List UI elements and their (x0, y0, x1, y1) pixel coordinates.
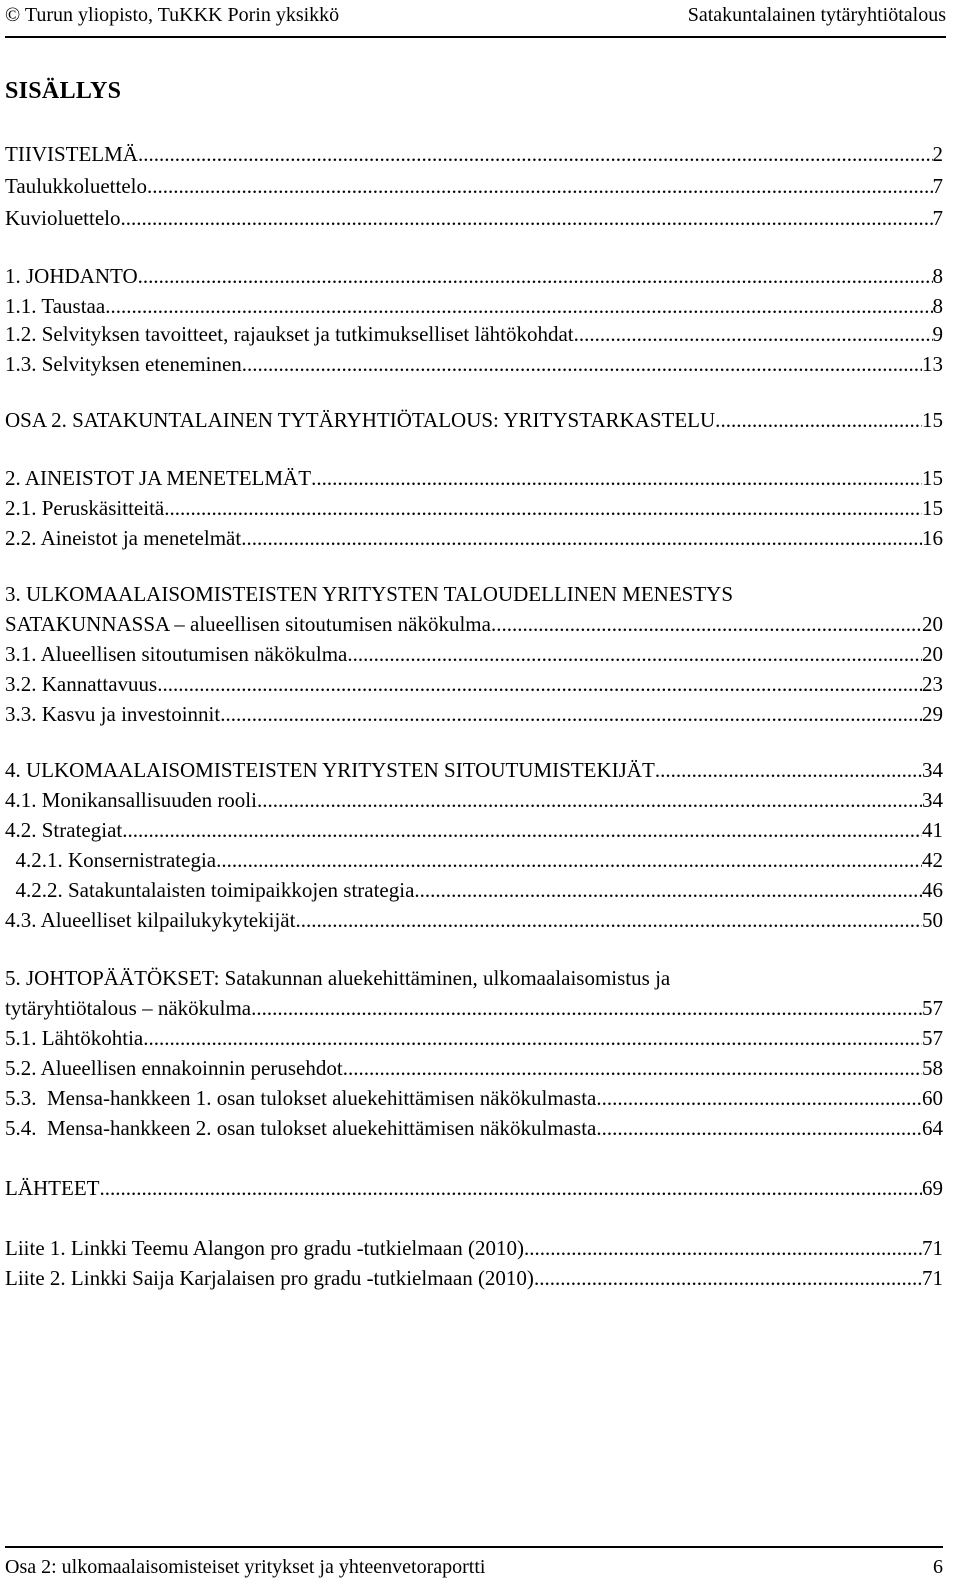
toc-entry-label: 2.1. Peruskäsitteitä (5, 496, 165, 520)
toc-entry[interactable] (5, 816, 943, 844)
toc-entry-page: 20 (922, 612, 943, 636)
toc-entry[interactable] (5, 1054, 943, 1082)
header-institution: © Turun yliopisto, TuKKK Porin yksikkö (5, 4, 340, 26)
header-report-title: Satakuntalainen tytäryhtiötalous (687, 4, 946, 26)
toc-entry-label: 5.4. Mensa-hankkeen 2. osan tulokset aluekehittämisen näkökulmasta (5, 1116, 597, 1140)
toc-entry[interactable] (5, 700, 943, 728)
toc-entry-page: 57 (922, 1026, 943, 1050)
toc-entry[interactable] (5, 756, 943, 784)
toc-entry-label: 1. JOHDANTO (5, 264, 138, 288)
toc-entry-label[interactable]: 5. JOHTOPÄÄTÖKSET: Satakunnan aluekehittäminen, ulkomaalaisomistus ja (5, 966, 671, 990)
toc-entry-page: 58 (922, 1056, 943, 1080)
toc-entry[interactable] (5, 786, 943, 814)
page-number: 6 (933, 1556, 943, 1578)
footer-section-title: Osa 2: ulkomaalaisomisteiset yritykset ja yhteenvetoraportti (5, 1556, 486, 1578)
toc-entry-page: 29 (922, 702, 943, 726)
toc-entry-page: 13 (922, 352, 943, 376)
toc-entry[interactable] (5, 406, 943, 434)
toc-entry-page: 2 (932, 142, 943, 166)
toc-entry-label: Kuvioluettelo (5, 206, 121, 230)
toc-entry[interactable] (5, 262, 943, 290)
page-title: SISÄLLYS (5, 78, 122, 104)
toc-entry-page: 7 (932, 174, 943, 198)
toc-entry-page: 71 (922, 1236, 943, 1260)
toc-entry[interactable] (5, 994, 943, 1022)
toc-entry[interactable] (5, 1024, 943, 1052)
toc-entry-label: 4.1. Monikansallisuuden rooli (5, 788, 257, 812)
toc-entry-page: 41 (922, 818, 943, 842)
toc-entry-label: 4. ULKOMAALAISOMISTEISTEN YRITYSTEN SITOUTUMISTEKIJÄT (5, 758, 655, 782)
toc-entry[interactable] (5, 1174, 943, 1202)
toc-entry[interactable] (5, 524, 943, 552)
toc-entry[interactable] (5, 846, 943, 874)
page-footer (5, 1546, 943, 1582)
toc-entry-label: 3.2. Kannattavuus (5, 672, 158, 696)
toc-entry-page: 7 (932, 206, 943, 230)
toc-entry-page: 69 (922, 1176, 943, 1200)
toc-entry-page: 9 (932, 322, 943, 346)
toc-entry-page: 20 (922, 642, 943, 666)
toc-entry-label: 2.2. Aineistot ja menetelmät (5, 526, 242, 550)
toc-entry[interactable] (5, 1114, 943, 1142)
toc-entry-page: 15 (922, 466, 943, 490)
toc-entry-label: 4.2.2. Satakuntalaisten toimipaikkojen strategia (5, 878, 415, 902)
toc-entry[interactable] (5, 906, 943, 934)
toc-entry-label: Liite 2. Linkki Saija Karjalaisen pro gradu -tutkielmaan (2010) (5, 1266, 534, 1290)
toc-entry-page: 34 (922, 758, 943, 782)
toc-entry-label: SATAKUNNASSA – alueellisen sitoutumisen näkökulma (5, 612, 491, 636)
toc-entry[interactable] (5, 320, 943, 348)
toc-entry-page: 60 (922, 1086, 943, 1110)
toc-entry-label: 5.2. Alueellisen ennakoinnin perusehdot (5, 1056, 343, 1080)
toc-entry[interactable] (5, 172, 943, 200)
toc-entry-page: 71 (922, 1266, 943, 1290)
toc-entry[interactable] (5, 640, 943, 668)
toc-entry-label: 3.3. Kasvu ja investoinnit (5, 702, 221, 726)
toc-entry-page: 57 (922, 996, 943, 1020)
toc-entry-page: 16 (922, 526, 943, 550)
toc-entry[interactable] (5, 204, 943, 232)
toc-entry-page: 34 (922, 788, 943, 812)
toc-entry[interactable] (5, 610, 943, 638)
toc-entry-label: 2. AINEISTOT JA MENETELMÄT (5, 466, 312, 490)
toc-entry-label: TIIVISTELMÄ (5, 142, 138, 166)
toc-entry-label: Liite 1. Linkki Teemu Alangon pro gradu -tutkielmaan (2010) (5, 1236, 524, 1260)
toc-entry-label: 4.2.1. Konsernistrategia (5, 848, 217, 872)
toc-entry[interactable] (5, 1234, 943, 1262)
toc-entry-page: 8 (932, 264, 943, 288)
toc-entry-label: 1.3. Selvityksen eteneminen (5, 352, 242, 376)
toc-entry-page: 23 (922, 672, 943, 696)
toc-entry[interactable] (5, 670, 943, 698)
toc-entry-label: 5.3. Mensa-hankkeen 1. osan tulokset aluekehittämisen näkökulmasta (5, 1086, 597, 1110)
toc-entry-label: 5.1. Lähtökohtia (5, 1026, 144, 1050)
toc-entry[interactable] (5, 350, 943, 378)
toc-entry-page: 64 (922, 1116, 943, 1140)
toc-entry-label: tytäryhtiötalous – näkökulma (5, 996, 252, 1020)
toc-entry[interactable] (5, 876, 943, 904)
toc-entry[interactable] (5, 140, 943, 168)
toc-entry[interactable] (5, 464, 943, 492)
toc-entry[interactable] (5, 494, 943, 522)
toc-entry[interactable] (5, 292, 943, 320)
toc-entry-page: 46 (922, 878, 943, 902)
page-header (5, 0, 946, 38)
toc-entry[interactable] (5, 1084, 943, 1112)
toc-entry-label: 4.3. Alueelliset kilpailukykytekijät (5, 908, 296, 932)
toc-entry-label[interactable]: 3. ULKOMAALAISOMISTEISTEN YRITYSTEN TALOUDELLINEN MENESTYS (5, 582, 734, 606)
toc-entry-page: 15 (922, 408, 943, 432)
toc-entry-label: 4.2. Strategiat (5, 818, 123, 842)
toc-entry-label: 1.1. Taustaa (5, 294, 106, 318)
toc-entry-label: 3.1. Alueellisen sitoutumisen näkökulma (5, 642, 348, 666)
toc-entry-label: LÄHTEET (5, 1176, 100, 1200)
toc-entry-label: OSA 2. SATAKUNTALAINEN TYTÄRYHTIÖTALOUS: YRITYSTARKASTELU. (5, 408, 721, 432)
toc-entry[interactable] (5, 1264, 943, 1292)
toc-entry-label: 1.2. Selvityksen tavoitteet, rajaukset ja tutkimukselliset lähtökohdat (5, 322, 574, 346)
toc-entry-page: 8 (932, 294, 943, 318)
toc-entry-page: 50 (922, 908, 943, 932)
toc-entry-page: 42 (922, 848, 943, 872)
toc-entry-label: Taulukkoluettelo (5, 174, 147, 198)
toc-entry-page: 15 (922, 496, 943, 520)
